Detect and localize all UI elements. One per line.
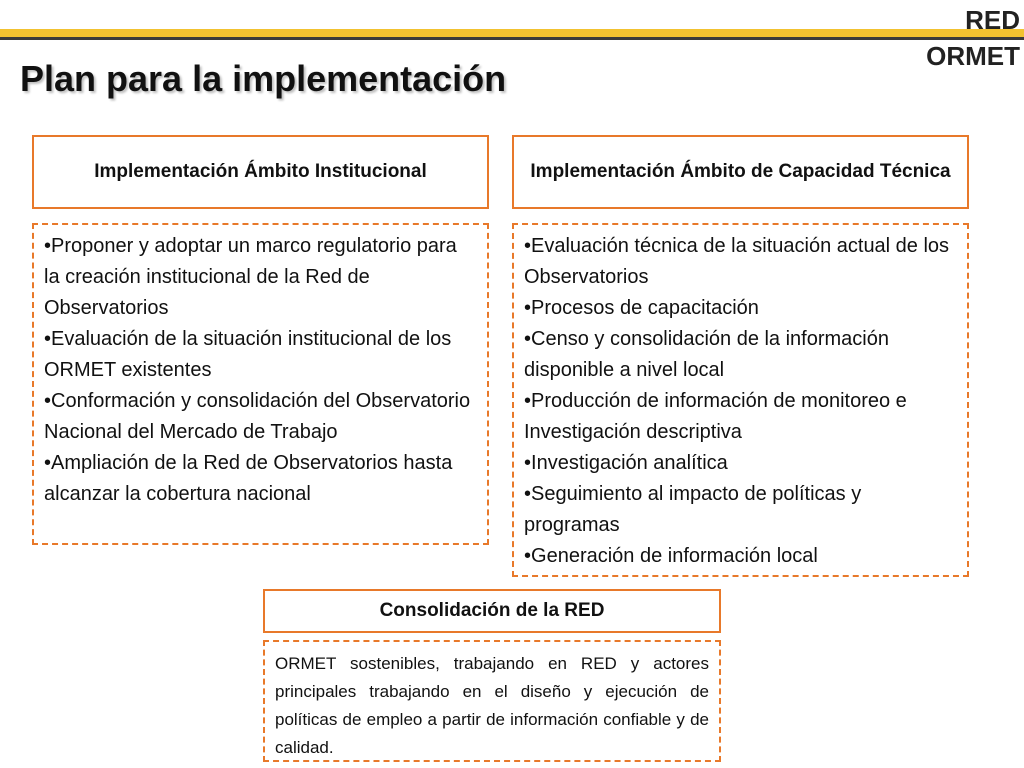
list-item: • Ampliación de la Red de Observatorios hasta alcanzar la cobertura nacional: [44, 448, 477, 510]
capacidad-list: [524, 231, 957, 572]
brand-logo: [890, 2, 1020, 74]
list-item: • Seguimiento al impacto de políticas y programas: [524, 479, 957, 541]
header-band-dark: [0, 37, 1024, 40]
list-item: • Evaluación técnica de la situación actual de los Observatorios: [524, 231, 957, 293]
institucional-heading-box: [32, 135, 489, 209]
list-item: • Generación de información local: [524, 541, 957, 572]
brand-line-1: RED: [965, 5, 1020, 35]
consolidacion-text: ORMET sostenibles, trabajando en RED y actores principales trabajando en el diseño y ejecución de políticas de empleo a partir de información confiable y de calidad.: [275, 654, 709, 757]
consolidacion-heading: Consolidación de la RED: [379, 600, 605, 621]
consolidacion-heading-box: [263, 589, 721, 633]
list-item: • Procesos de capacitación: [524, 293, 957, 324]
institucional-list: [44, 231, 477, 510]
list-item: • Producción de información de monitoreo e Investigación descriptiva: [524, 386, 957, 448]
list-item: • Evaluación de la situación institucional de los ORMET existentes: [44, 324, 477, 386]
institucional-heading: Implementación Ámbito Institucional: [94, 161, 427, 182]
list-item: • Investigación analítica: [524, 448, 957, 479]
capacidad-heading: Implementación Ámbito de Capacidad Técnica: [530, 161, 951, 182]
institucional-body-box: [32, 223, 489, 545]
consolidacion-body-box: [263, 640, 721, 762]
header-band-yellow: [0, 29, 1024, 37]
list-item: • Censo y consolidación de la información disponible a nivel local: [524, 324, 957, 386]
brand-line-2: ORMET: [926, 41, 1020, 71]
page-title: Plan para la implementación: [20, 58, 507, 99]
capacidad-heading-box: [512, 135, 969, 209]
list-item: • Proponer y adoptar un marco regulatorio para la creación institucional de la Red de Observatorios: [44, 231, 477, 324]
list-item: • Conformación y consolidación del Observatorio Nacional del Mercado de Trabajo: [44, 386, 477, 448]
capacidad-body-box: [512, 223, 969, 577]
